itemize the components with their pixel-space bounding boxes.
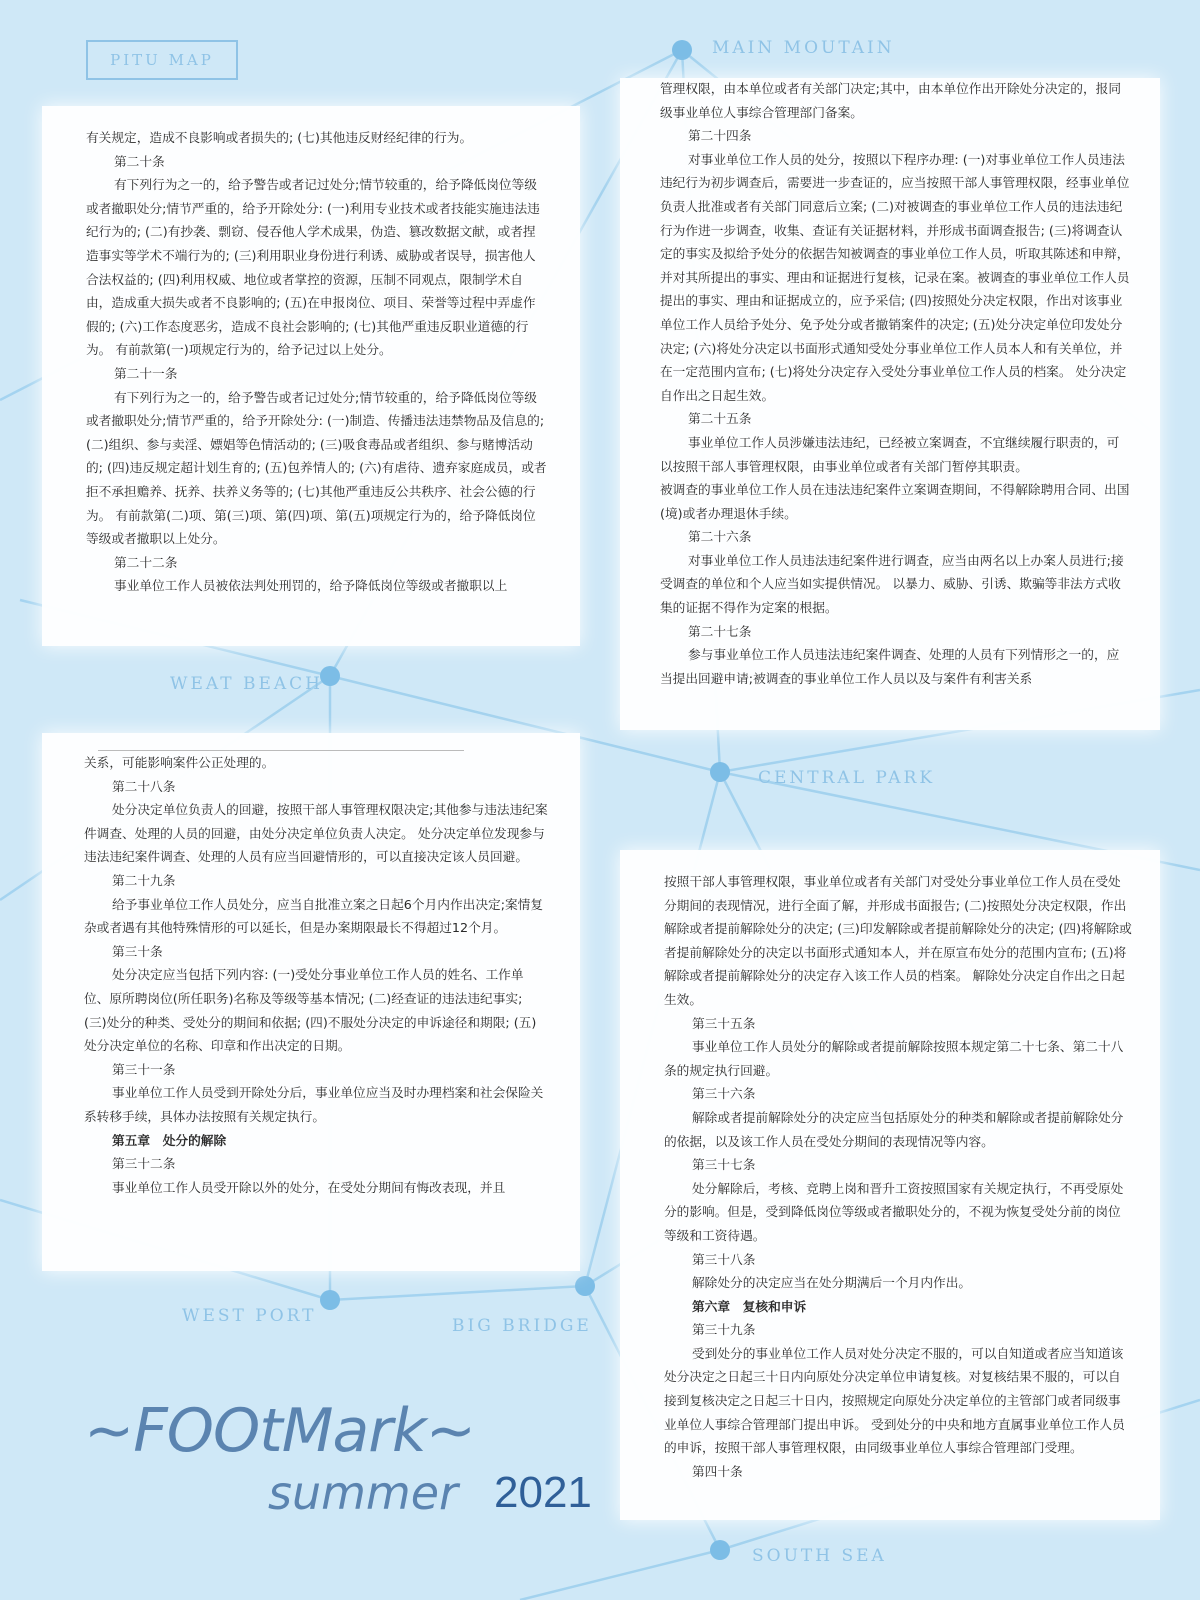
paragraph: 事业单位工作人员被依法判处刑罚的，给予降低岗位等级或者撤职以上	[114, 578, 508, 594]
article-heading: 第三十六条	[692, 1086, 756, 1102]
paragraph: 处分决定单位负责人的回避，按照干部人事管理权限决定;其他参与违法违纪案件调查、处理的人员的回避，由处分决定单位负责人决定。 处分决定单位发现参与违法违纪案件调查、处理的人员有应当回避情形的，可以直接决定该人员回避。	[84, 802, 548, 865]
card-text	[660, 78, 1132, 690]
paragraph: 事业单位工作人员处分的解除或者提前解除按照本规定第二十七条、第二十八条的规定执行回避。	[664, 1039, 1124, 1078]
paragraph: 有下列行为之一的，给予警告或者记过处分;情节较重的，给予降低岗位等级或者撤职处分;情节严重的，给予开除处分: (一)利用专业技术或者技能实施违法违纪行为的; (二)有抄袭、剽窃、侵吞他人学术成果，伪造、篡改数据文献，或者捏造事实等学术不端行为的; (三)利用职业身份进行利诱、威胁或者误导，损害他人合法权益的; (四)利用权威、地位或者掌控的资源，压制不同观点，限制学术自由，造成重大损失或者不良影响的; (五)在申报岗位、项目、荣誉等过程中弄虚作假的; (六)工作态度恶劣，造成不良社会影响的; (七)其他严重违反职业道德的行为。 有前款第(一)项规定行为的，给予记过以上处分。	[86, 177, 540, 358]
article-heading: 第二十九条	[112, 872, 176, 888]
paragraph: 事业单位工作人员受到开除处分后，事业单位应当及时办理档案和社会保险关系转移手续，具体办法按照有关规定执行。	[84, 1085, 544, 1124]
article-heading: 第三十七条	[692, 1157, 756, 1173]
article-heading: 第二十六条	[688, 529, 752, 545]
divider	[98, 750, 464, 751]
article-heading: 第三十八条	[692, 1251, 756, 1267]
west-port-label: WEST PORT	[182, 1306, 317, 1326]
paragraph: 关系，可能影响案件公正处理的。	[84, 755, 275, 770]
paragraph: 对事业单位工作人员违法违纪案件进行调查，应当由两名以上办案人员进行;接受调查的单位和个人应当如实提供情况。 以暴力、威胁、引诱、欺骗等非法方式收集的证据不得作为定案的根据。	[660, 552, 1124, 616]
year-label: 2021	[494, 1468, 592, 1517]
article-heading: 第三十五条	[692, 1015, 756, 1031]
article-heading: 第三十九条	[692, 1322, 756, 1338]
pitu-map-label: PITU MAP	[86, 40, 238, 80]
document-card-4	[620, 850, 1160, 1520]
paragraph: 事业单位工作人员受开除以外的处分，在受处分期间有悔改表现，并且	[112, 1179, 506, 1195]
card-text	[84, 751, 548, 1199]
paragraph: 按照干部人事管理权限，事业单位或者有关部门对受处分事业单位工作人员在受处分期间的表现情况，进行全面了解，并形成书面报告; (二)按照处分决定权限，作出解除或者提前解除处分的决定; (三)印发解除或者提前解除处分的决定; (四)将解除或者提前解除处分的决定以书面形式通知本人，并在原宣布处分的范围内宣布; (五)将解除或者提前解除处分的决定存入该工作人员的档案。 解除处分决定自作出之日起生效。	[664, 874, 1132, 1007]
paragraph: 给予事业单位工作人员处分，应当自批准立案之日起6个月内作出决定;案情复杂或者遇有其他特殊情形的可以延长，但是办案期限最长不得超过12个月。	[84, 896, 544, 936]
footmark-logo: ~FOOtMark~	[84, 1396, 475, 1466]
summer-logo: summer	[268, 1466, 458, 1520]
paragraph: 被调查的事业单位工作人员在违法违纪案件立案调查期间，不得解除聘用合同、出国(境)或者办理退休手续。	[660, 482, 1130, 521]
article-heading: 第三十条	[112, 943, 163, 959]
south-sea-label: SOUTH SEA	[752, 1546, 887, 1566]
paragraph: 参与事业单位工作人员违法违纪案件调查、处理的人员有下列情形之一的，应当提出回避申请;被调查的事业单位工作人员以及与案件有利害关系	[660, 647, 1120, 686]
article-heading: 第二十八条	[112, 778, 176, 794]
paragraph: 对事业单位工作人员的处分，按照以下程序办理: (一)对事业单位工作人员违法违纪行为初步调查后，需要进一步查证的，应当按照干部人事管理权限，经事业单位负责人批准或者有关部门同意后立案; (二)对被调查的事业单位工作人员的违法违纪行为作进一步调查，收集、查证有关证据材料，并形成书面调查报告; (三)将调查认定的事实及拟给予处分的依据告知被调查的事业单位工作人员，听取其陈述和申辩，并对其所提出的事实、理由和证据进行复核，记录在案。被调查的事业单位工作人员提出的事实、理由和证据成立的，应予采信; (四)按照处分决定权限，作出对该事业单位工作人员给予处分、免予处分或者撤销案件的决定; (五)处分决定单位印发处分决定; (六)将处分决定以书面形式通知受处分事业单位工作人员本人和有关单位，并在一定范围内宣布; (七)将处分决定存入受处分事业单位工作人员的档案。 处分决定自作出之日起生效。	[660, 151, 1130, 403]
article-heading: 第三十一条	[112, 1061, 176, 1077]
paragraph: 事业单位工作人员涉嫌违法违纪，已经被立案调查，不宜继续履行职责的，可以按照干部人事管理权限，由事业单位或者有关部门暂停其职责。	[660, 434, 1120, 474]
document-card-2	[620, 78, 1160, 730]
paragraph: 处分解除后，考核、竞聘上岗和晋升工资按照国家有关规定执行，不再受原处分的影响。但是，受到降低岗位等级或者撤职处分的，不视为恢复受处分前的岗位等级和工资待遇。	[664, 1180, 1124, 1243]
paragraph: 解除处分的决定应当在处分期满后一个月内作出。	[692, 1275, 972, 1291]
paragraph: 管理权限，由本单位或者有关部门决定;其中，由本单位作出开除处分决定的，报同级事业单位人事综合管理部门备案。	[660, 81, 1122, 120]
article-heading: 第三十二条	[112, 1156, 176, 1172]
paragraph: 有关规定，造成不良影响或者损失的; (七)其他违反财经纪律的行为。	[86, 130, 473, 145]
main-moutain-label: MAIN MOUTAIN	[712, 38, 895, 58]
article-heading: 第二十条	[114, 153, 165, 169]
central-park-label: CENTRAL PARK	[758, 768, 936, 788]
card-text	[664, 870, 1132, 1483]
paragraph: 处分决定应当包括下列内容: (一)受处分事业单位工作人员的姓名、工作单位、原所聘岗位(所任职务)名称及等级等基本情况; (二)经查证的违法违纪事实; (三)处分的种类、受处分的期间和依据; (四)不服处分决定的申诉途径和期限; (五)处分决定单位的名称、印章和作出决定的日期。	[84, 967, 537, 1054]
paragraph: 有下列行为之一的，给予警告或者记过处分;情节较重的，给予降低岗位等级或者撤职处分;情节严重的，给予开除处分: (一)制造、传播违法违禁物品及信息的; (二)组织、参与卖淫、嫖娼等色情活动的; (三)吸食毒品或者组织、参与赌博活动的; (四)违反规定超计划生育的; (五)包养情人的; (六)有虐待、遗弃家庭成员，或者拒不承担赡养、抚养、扶养义务等的; (七)其他严重违反公共秩序、社会公德的行为。 有前款第(二)项、第(三)项、第(四)项、第(五)项规定行为的，给予降低岗位等级或者撤职以上处分。	[86, 389, 547, 547]
card-text	[86, 126, 548, 598]
article-heading: 第二十一条	[114, 365, 178, 381]
article-heading: 第二十五条	[688, 411, 752, 427]
document-card-1	[42, 106, 580, 646]
big-bridge-label: BIG BRIDGE	[452, 1316, 592, 1336]
article-heading: 第二十四条	[688, 128, 752, 144]
weat-beach-label: WEAT BEACH	[170, 674, 323, 694]
paragraph: 受到处分的事业单位工作人员对处分决定不服的，可以自知道或者应当知道该处分决定之日起三十日内向原处分决定单位申请复核。对复核结果不服的，可以自接到复核决定之日起三十日内，按照规定向原处分决定单位的主管部门或者同级事业单位人事综合管理部门提出申诉。 受到处分的中央和地方直属事业单位工作人员的申诉，按照干部人事管理权限，由同级事业单位人事综合管理部门受理。	[664, 1345, 1125, 1456]
article-heading: 第二十七条	[688, 623, 752, 639]
article-heading: 第二十二条	[114, 554, 178, 570]
article-heading: 第四十条	[692, 1463, 743, 1479]
paragraph: 解除或者提前解除处分的决定应当包括原处分的种类和解除或者提前解除处分的依据，以及该工作人员在受处分期间的表现情况等内容。	[664, 1109, 1124, 1149]
chapter-heading: 第五章 处分的解除	[112, 1132, 227, 1148]
document-card-3	[42, 733, 580, 1271]
chapter-heading: 第六章 复核和申诉	[692, 1298, 807, 1314]
